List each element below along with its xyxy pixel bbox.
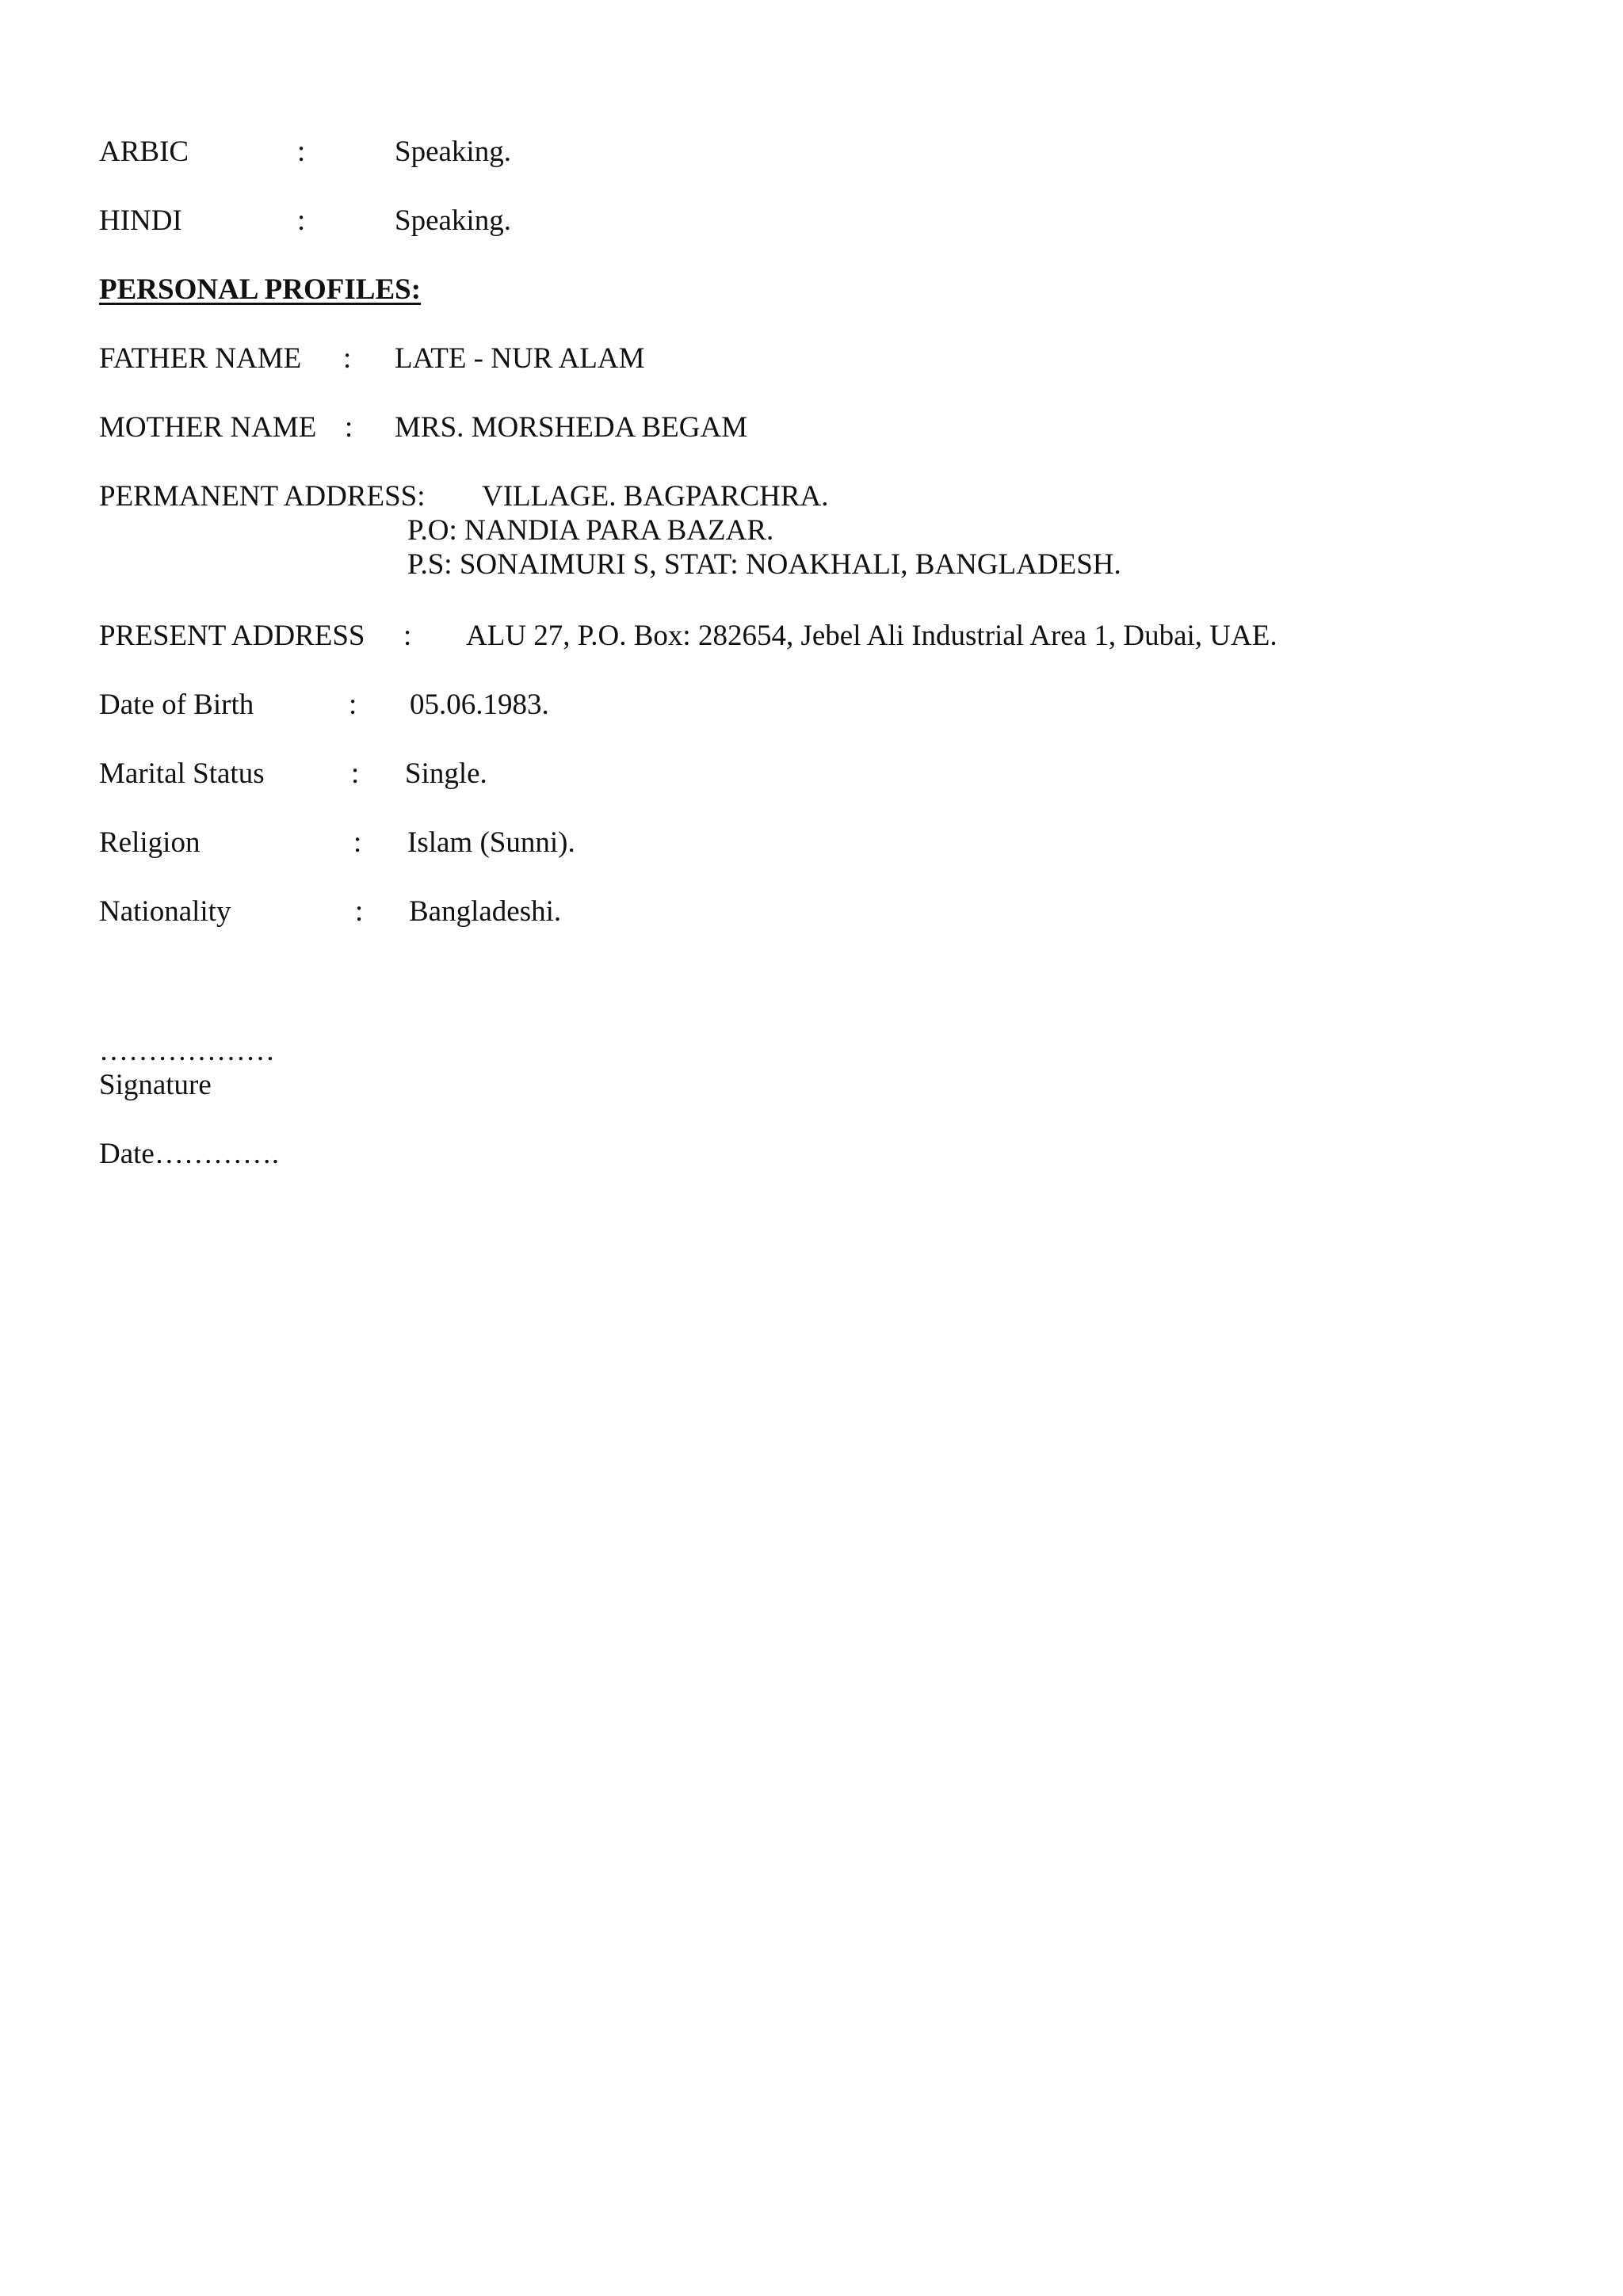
father-name-separator: : — [343, 342, 352, 375]
marital-status-separator: : — [351, 757, 360, 790]
religion-label: Religion — [99, 826, 200, 859]
dob-label: Date of Birth — [99, 688, 254, 721]
father-name-label: FATHER NAME — [99, 342, 302, 375]
permanent-address-label: PERMANENT ADDRESS: — [99, 480, 426, 513]
language-label-hindi: HINDI — [99, 204, 182, 237]
mother-name-separator: : — [345, 411, 353, 444]
mother-name-label: MOTHER NAME — [99, 411, 317, 444]
nationality-label: Nationality — [99, 895, 231, 928]
religion-value: Islam (Sunni). — [407, 826, 575, 859]
father-name-value: LATE - NUR ALAM — [395, 342, 645, 375]
language-value-arabic: Speaking. — [395, 135, 511, 168]
language-label-arabic: ARBIC — [99, 135, 189, 168]
present-address-label: PRESENT ADDRESS — [99, 620, 365, 652]
present-address-value: ALU 27, P.O. Box: 282654, Jebel Ali Industrial Area 1, Dubai, UAE. — [466, 620, 1277, 652]
present-address-separator: : — [403, 620, 412, 652]
religion-separator: : — [353, 826, 362, 859]
personal-profiles-heading: PERSONAL PROFILES: — [99, 273, 422, 306]
permanent-address-line-3: P.S: SONAIMURI S, STAT: NOAKHALI, BANGLADESH. — [407, 548, 1121, 581]
language-separator: : — [297, 204, 306, 237]
marital-status-label: Marital Status — [99, 757, 265, 790]
signature-label: Signature — [99, 1069, 212, 1101]
mother-name-value: MRS. MORSHEDA BEGAM — [395, 411, 748, 444]
dob-value: 05.06.1983. — [410, 688, 549, 721]
signature-dotted-line: ……………… — [99, 1035, 275, 1067]
language-separator: : — [297, 135, 306, 168]
language-value-hindi: Speaking. — [395, 204, 511, 237]
nationality-separator: : — [355, 895, 364, 928]
dob-separator: : — [349, 688, 357, 721]
permanent-address-line-1: VILLAGE. BAGPARCHRA. — [482, 480, 829, 513]
marital-status-value: Single. — [405, 757, 487, 790]
nationality-value: Bangladeshi. — [409, 895, 562, 928]
permanent-address-line-2: P.O: NANDIA PARA BAZAR. — [407, 514, 774, 547]
date-line: Date…………. — [99, 1138, 280, 1170]
